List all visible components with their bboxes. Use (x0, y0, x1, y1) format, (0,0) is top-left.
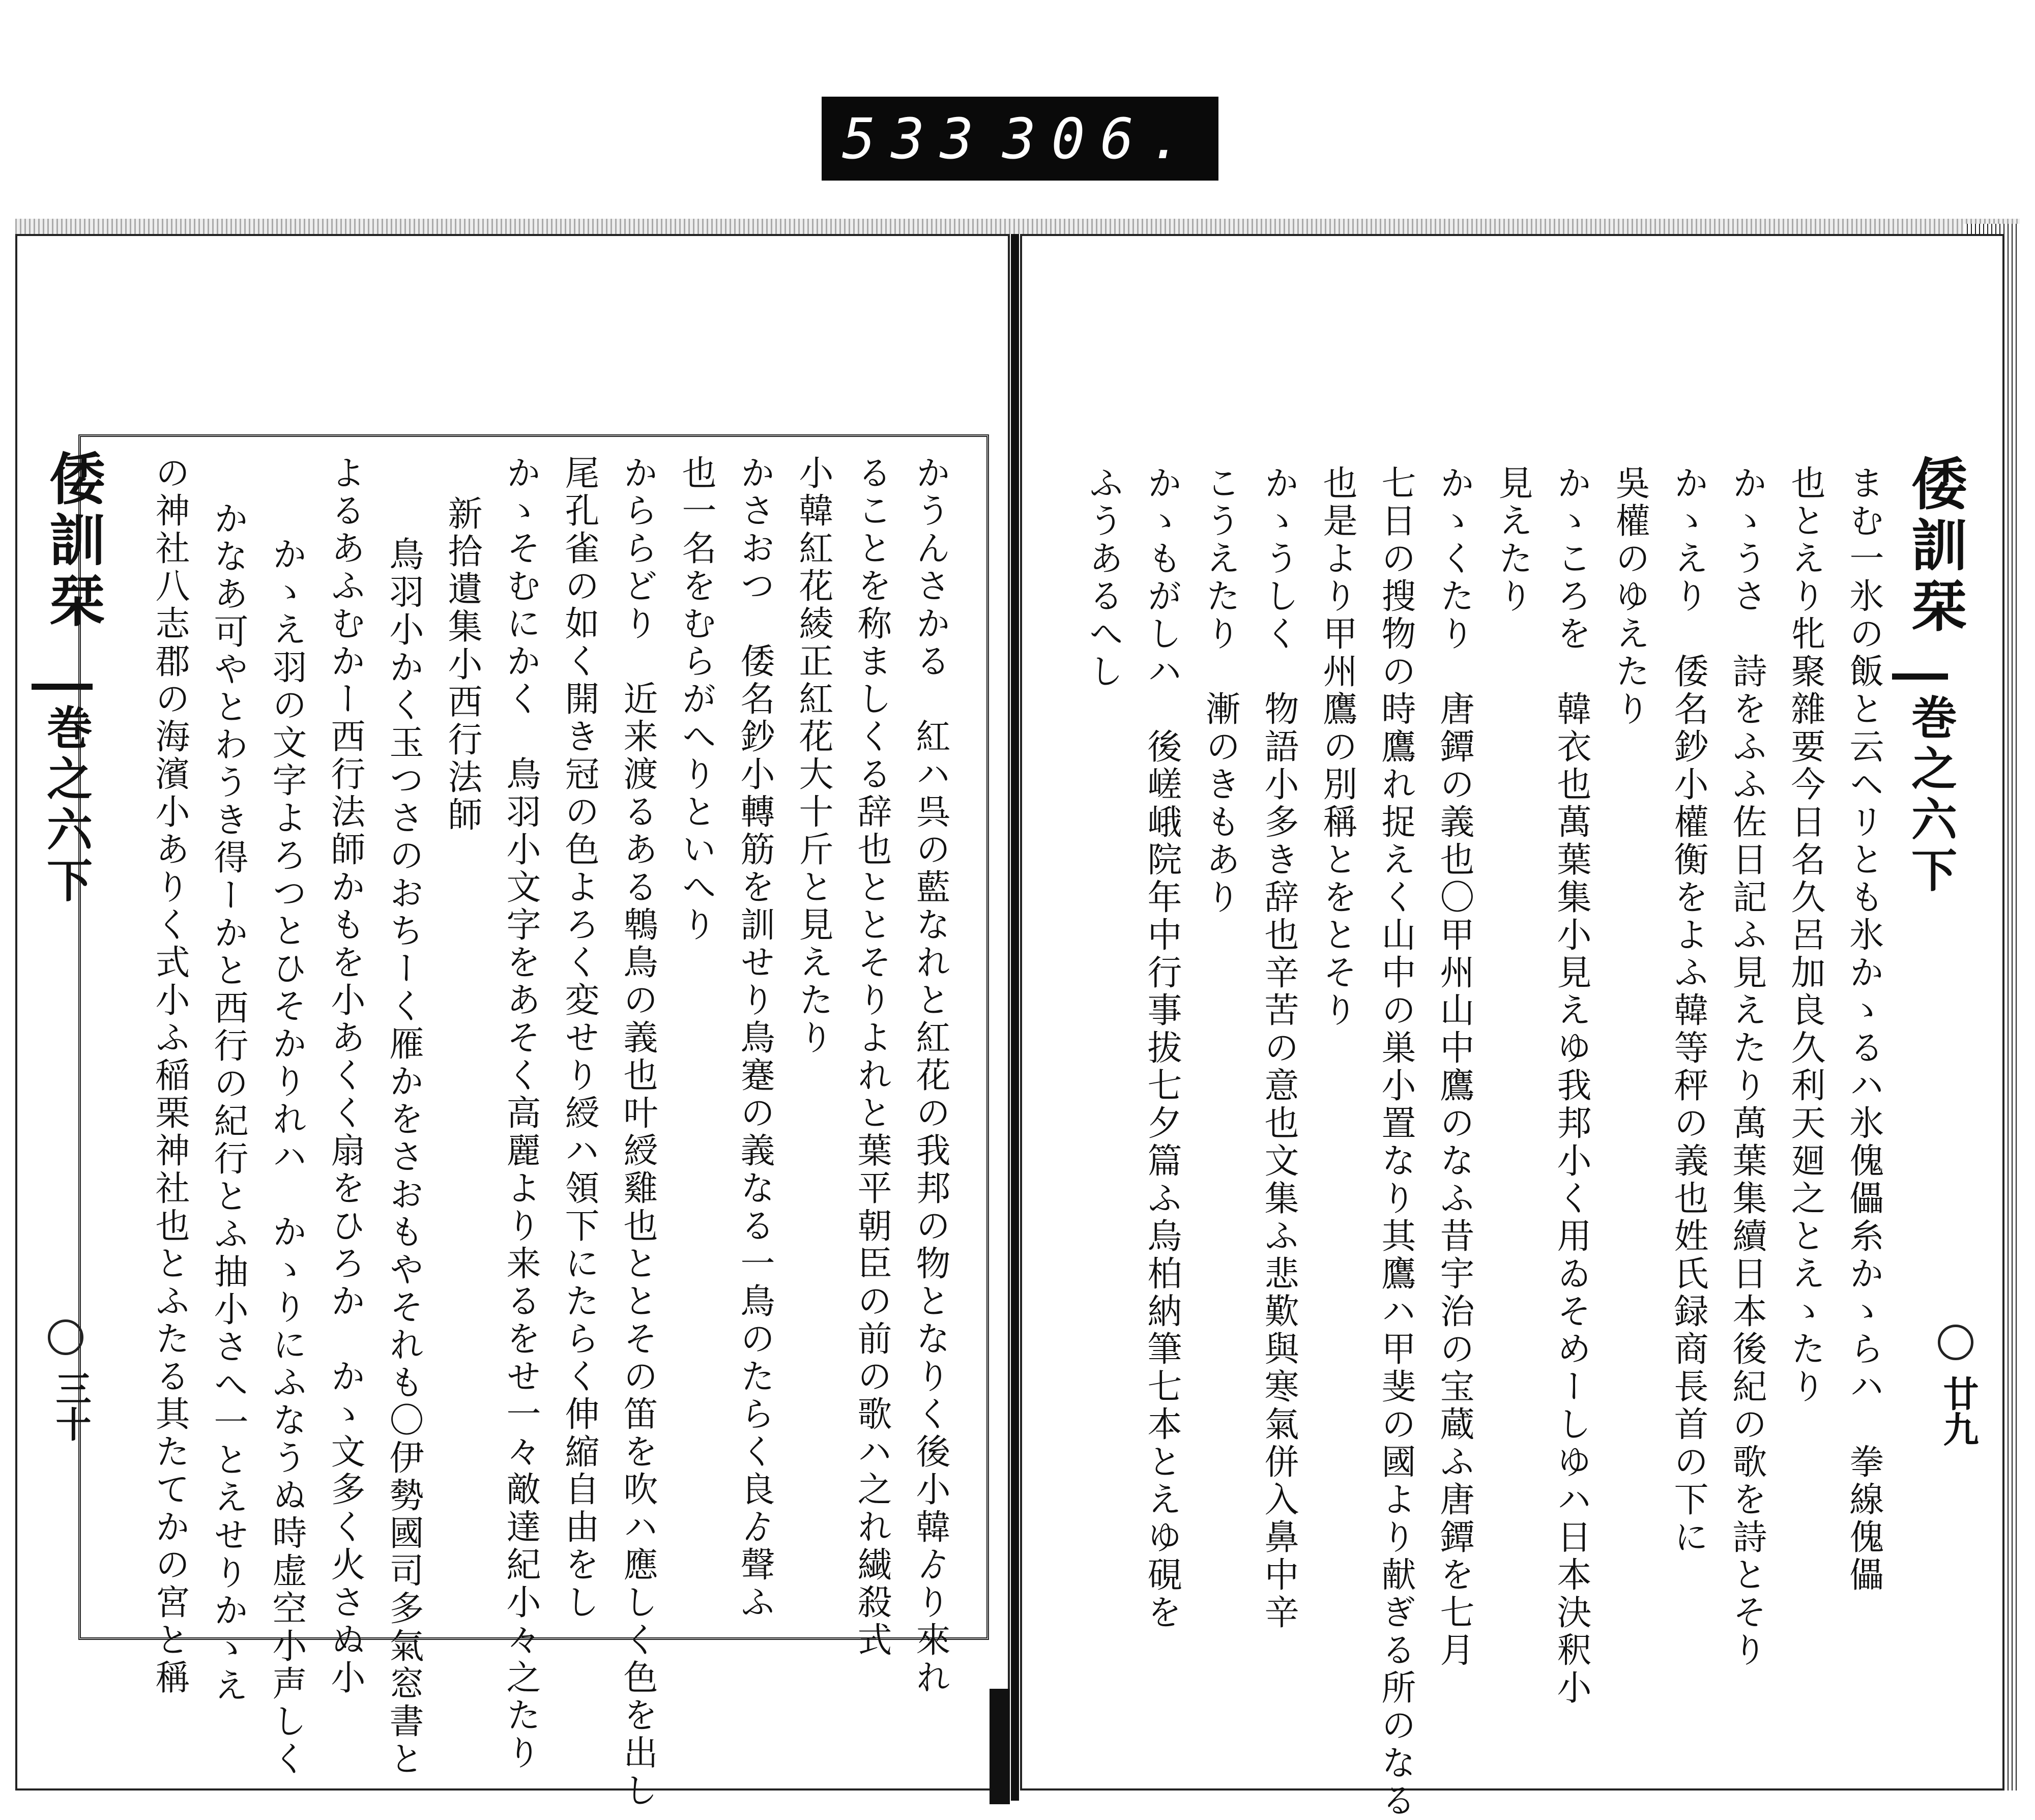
right-page-folio: 廿九 (1937, 1375, 1980, 1447)
text-column: かゝころを 韓衣也萬葉集小見えゆ我邦小く用ゐそめーしゆハ日本決釈小 (1551, 465, 1591, 1707)
text-column: 七日の搜物の時鷹れ捉えく山中の巣小置なり其鷹ハ甲斐の國より献ぎる所のなる (1376, 465, 1416, 1820)
text-column: 也とえり牝聚雜要今日名久呂加良久利天廻之とえゝたり (1785, 465, 1825, 1406)
archive-label (822, 97, 1218, 181)
book-spread (15, 224, 2020, 1820)
text-column: かゝうさ 詩をふふ佐日記ふ見えたり萬葉集續日本後紀の歌を詩とそり (1727, 465, 1767, 1669)
text-column: 也是より甲州鷹の別稱とをとそり (1317, 465, 1357, 1030)
binding-hole (48, 1319, 83, 1355)
gutter-tab (990, 1689, 1010, 1804)
book-gutter (1011, 234, 1019, 1801)
text-column: かららどり 近来渡るある鵯鳥の義也叶綬雞也ととその笛を吹ハ應しく色を出し (618, 455, 658, 1810)
text-column: 鳥羽小かく玉つさのおちーく雁かをさおもやそれも〇伊勢國司多氣窓書と (384, 536, 424, 1778)
archive-number-left: 533 (842, 106, 989, 171)
right-page-title: 倭訓栞 (1902, 455, 1968, 638)
text-column: かさおつ 倭名鈔小轉筋を訓せり鳥蹇の義なる一鳥のたらく良ゟ聲ふ (735, 455, 775, 1622)
text-column: こうえたり 漸のきもあり (1200, 465, 1240, 917)
text-column: 尾孔雀の如く開き冠の色よろく変せり綬ハ領下にたらく伸縮自由をし (559, 455, 599, 1622)
left-page-folio: 三十 (50, 1370, 92, 1442)
text-column: かゝくたり 唐鐔の義也〇甲州山中鷹のなふ昔宇治の宝蔵ふ唐鐔を七月 (1434, 465, 1474, 1669)
left-page-volume: 巻之六下 (39, 704, 93, 907)
left-page-title: 倭訓栞 (40, 450, 106, 633)
text-column: 見えたり (1493, 465, 1533, 615)
text-column: かゝもがしハ 後嵯峨院年中行事拔七夕篇ふ烏柏納筆七本とえゆ硯を (1142, 465, 1182, 1632)
text-column: かゝそむにかく 鳥羽小文字をあそく高麗より来るをせ一々敵達紀小々之たり (501, 455, 541, 1772)
title-divider (1892, 673, 1948, 680)
text-column: 吳權のゆえたり (1610, 465, 1650, 728)
text-column: かゝえ羽の文字よろつとひそかりれハ かゝりにふなうぬ時虚空小声しく (267, 536, 307, 1778)
text-column: まむ一氷の飯と云ヘリとも氷かゝるハ氷傀儡糸かゝらハ 拳線傀儡 (1844, 465, 1884, 1594)
title-divider (32, 684, 93, 690)
text-column: かうんさかる 紅ハ呉の藍なれと紅花の我邦の物となりく後小韓ゟり來れ (910, 455, 950, 1697)
right-page (1020, 234, 2004, 1820)
text-column: よるあふむかー西行法師かもを小あくく扇をひろか かゝ文多く火さぬ小 (325, 455, 365, 1697)
text-column: の神社八志郡の海濱小ありく式小ふ稲栗神社也とふたる其たてかの宮と稱 (150, 455, 190, 1697)
binding-hole (1938, 1325, 1973, 1360)
text-column: かゝえり 倭名鈔小權衡をよふ韓等秤の義也姓氏録商長首の下に (1668, 465, 1708, 1557)
text-column: 小韓紅花綾正紅花大十斤と見えたり (793, 455, 833, 1057)
text-column: かゝうしく 物語小多き辞也辛苦の意也文集ふ悲歎與寒氣併入鼻中辛 (1259, 465, 1299, 1632)
right-page-volume: 巻之六下 (1903, 694, 1957, 897)
text-column: 也一名をむらがへりといへり (676, 455, 716, 944)
text-column: 新拾遺集小西行法師 (442, 495, 482, 834)
left-page (15, 234, 1010, 1810)
text-column: ふうあるへし (1083, 465, 1123, 691)
text-column: ることを称ましくる辞也ととそりよれと葉平朝臣の前の歌ハ之れ繊殺式 (852, 455, 892, 1659)
archive-number-right: 306. (1002, 106, 1198, 171)
text-column: かなあ可やとわうき得ーかと西行の紀行とふ抽小さへ一とえせりかゝえ (208, 501, 248, 1705)
